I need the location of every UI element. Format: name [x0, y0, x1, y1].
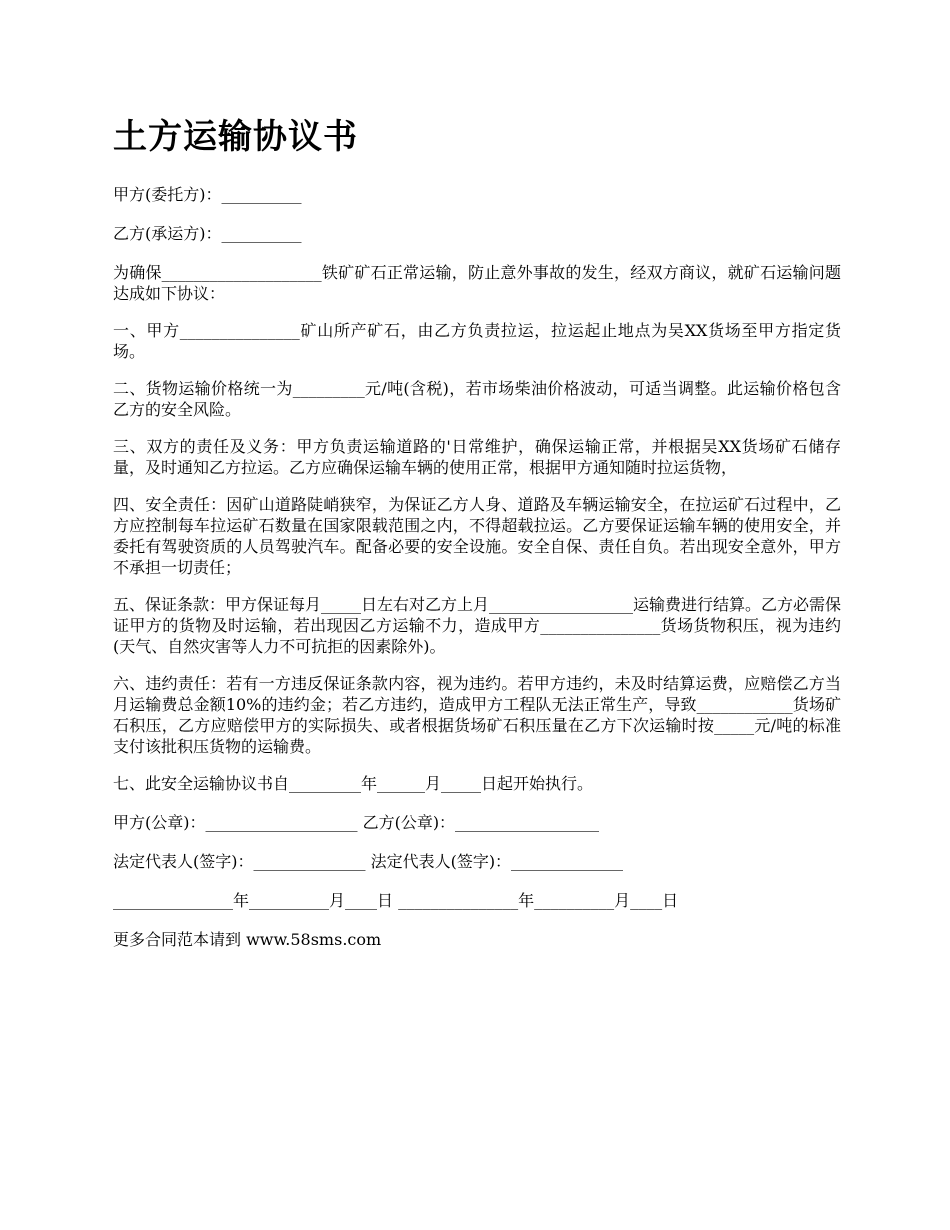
clause-3: 三、双方的责任及义务：甲方负责运输道路的'日常维护，确保运输正常，并根据吴XX货场矿石储存量，及时通知乙方拉运。乙方应确保运输车辆的使用正常，根据甲方通知随时拉运货物，	[113, 437, 841, 477]
clause-2: 二、货物运输价格统一为_________元/吨(含税)，若市场柴油价格波动，可适当调整。此运输价格包含乙方的安全风险。	[113, 379, 841, 419]
intro-paragraph: 为确保____________________铁矿矿石正常运输，防止意外事故的发生，经双方商议，就矿石运输问题达成如下协议：	[113, 263, 841, 303]
clause-1: 一、甲方_______________矿山所产矿石，由乙方负责拉运，拉运起止地点为吴XX货场至甲方指定货场。	[113, 321, 841, 361]
party-a-line: 甲方(委托方)：__________	[113, 185, 302, 204]
clause-5: 五、保证条款：甲方保证每月_____日左右对乙方上月__________________运输费进行结算。乙方必需保证甲方的货物及时运输，若出现因乙方运输不力，造成甲方_______________货场货物积压，视为违约(天气、自然灾害等人力不可抗拒的因素除外)。	[113, 595, 842, 656]
document-title: 土方运输协议书	[113, 117, 358, 157]
date-line: _______________年__________月____日 _______________年__________月____日	[113, 891, 679, 910]
party-b-line: 乙方(承运方)：__________	[113, 224, 302, 243]
clause-4: 四、安全责任：因矿山道路陡峭狭窄，为保证乙方人身、道路及车辆运输安全，在拉运矿石过程中，乙方应控制每车拉运矿石数量在国家限载范围之内，不得超载拉运。乙方要保证运输车辆的使用安全，并委托有驾驶资质的人员驾驶汽车。配备必要的安全设施。安全自保、责任自负。若出现安全意外，甲方不承担一切责任；	[113, 495, 841, 577]
contract-document	[113, 112, 841, 966]
clause-7: 七、此安全运输协议书自_________年______月_____日起开始执行。	[113, 774, 594, 793]
footer-link-text: 更多合同范本请到 www.58sms.com	[113, 930, 382, 949]
clause-6: 六、违约责任：若有一方违反保证条款内容，视为违约。若甲方违约，未及时结算运费，应赔偿乙方当月运输费总金额10%的违约金；若乙方违约，造成甲方工程队无法正常生产，导致____________货场矿石积压，乙方应赔偿甲方的实际损失、或者根据货场矿石积压量在乙方下次运输时按_____元/吨的标准支付该批积压货物的运输费。	[113, 674, 841, 756]
seal-line: 甲方(公章)：___________________ 乙方(公章)：__________________	[113, 813, 600, 832]
representative-line: 法定代表人(签字)：______________ 法定代表人(签字)：______________	[113, 852, 624, 871]
